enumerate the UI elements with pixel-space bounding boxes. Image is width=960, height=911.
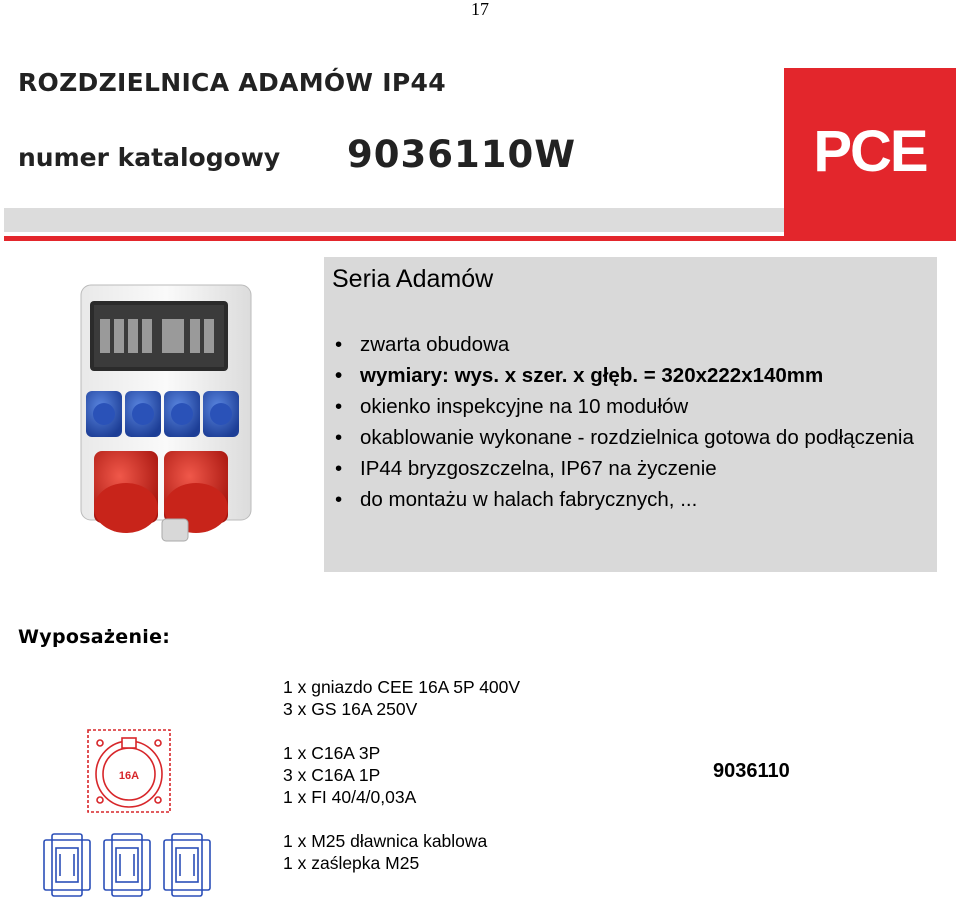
feature-text: zwarta obudowa: [360, 333, 510, 356]
header-gray-bar: [4, 208, 784, 232]
catalog-label: numer katalogowy: [18, 143, 281, 172]
product-photo: [78, 283, 256, 545]
document-title: ROZDZIELNICA ADAMÓW IP44: [18, 68, 446, 97]
feature-item: • okablowanie wykonane - rozdzielnica gotowa do podłączenia: [335, 426, 914, 449]
feature-text: IP44 bryzgoszczelna, IP67 na życzenie: [360, 457, 717, 480]
feature-text: do montażu w halach fabrycznych, ...: [360, 488, 698, 511]
feature-item: • wymiary: wys. x szer. x głęb. = 320x222x140mm: [335, 364, 824, 387]
feature-text: wymiary: wys. x szer. x głęb. = 320x222x140mm: [360, 364, 824, 387]
socket-diagram: [40, 724, 220, 899]
feature-text: okablowanie wykonane - rozdzielnica gotowa do podłączenia: [360, 426, 914, 449]
equipment-group: [283, 676, 520, 720]
pce-logo: [784, 68, 956, 241]
feature-item: • IP44 bryzgoszczelna, IP67 na życzenie: [335, 457, 717, 480]
feature-item: • do montażu w halach fabrycznych, ...: [335, 488, 698, 511]
feature-text: okienko inspekcyjne na 10 modułów: [360, 395, 689, 418]
equipment-line: 3 x GS 16A 250V: [283, 699, 418, 719]
series-info-box: [324, 257, 937, 572]
page-number: 17: [471, 0, 489, 19]
gs-socket-symbols: [44, 834, 210, 896]
pce-logo-text: PCE: [813, 119, 927, 184]
equipment-heading: Wyposażenie:: [18, 626, 171, 648]
diagram-socket-label: 16A: [118, 770, 140, 782]
equipment-group: [283, 742, 520, 808]
equipment-line: 1 x FI 40/4/0,03A: [283, 787, 417, 807]
equipment-group: [283, 830, 520, 874]
equipment-line: 1 x gniazdo CEE 16A 5P 400V: [283, 677, 521, 697]
equipment-line: 1 x C16A 3P: [283, 743, 381, 763]
series-title: Seria Adamów: [332, 265, 494, 293]
catalog-number: 9036110W: [347, 133, 577, 176]
feature-item: • okienko inspekcyjne na 10 modułów: [335, 395, 689, 418]
header-red-line: [4, 236, 784, 241]
series-feature-list: [332, 329, 932, 515]
equipment-list: [283, 676, 520, 896]
equipment-line: 1 x zaślepka M25: [283, 853, 420, 873]
equipment-line: 1 x M25 dławnica kablowa: [283, 831, 488, 851]
equipment-code: 9036110: [713, 760, 790, 782]
feature-item: • zwarta obudowa: [335, 333, 510, 356]
equipment-line: 3 x C16A 1P: [283, 765, 381, 785]
